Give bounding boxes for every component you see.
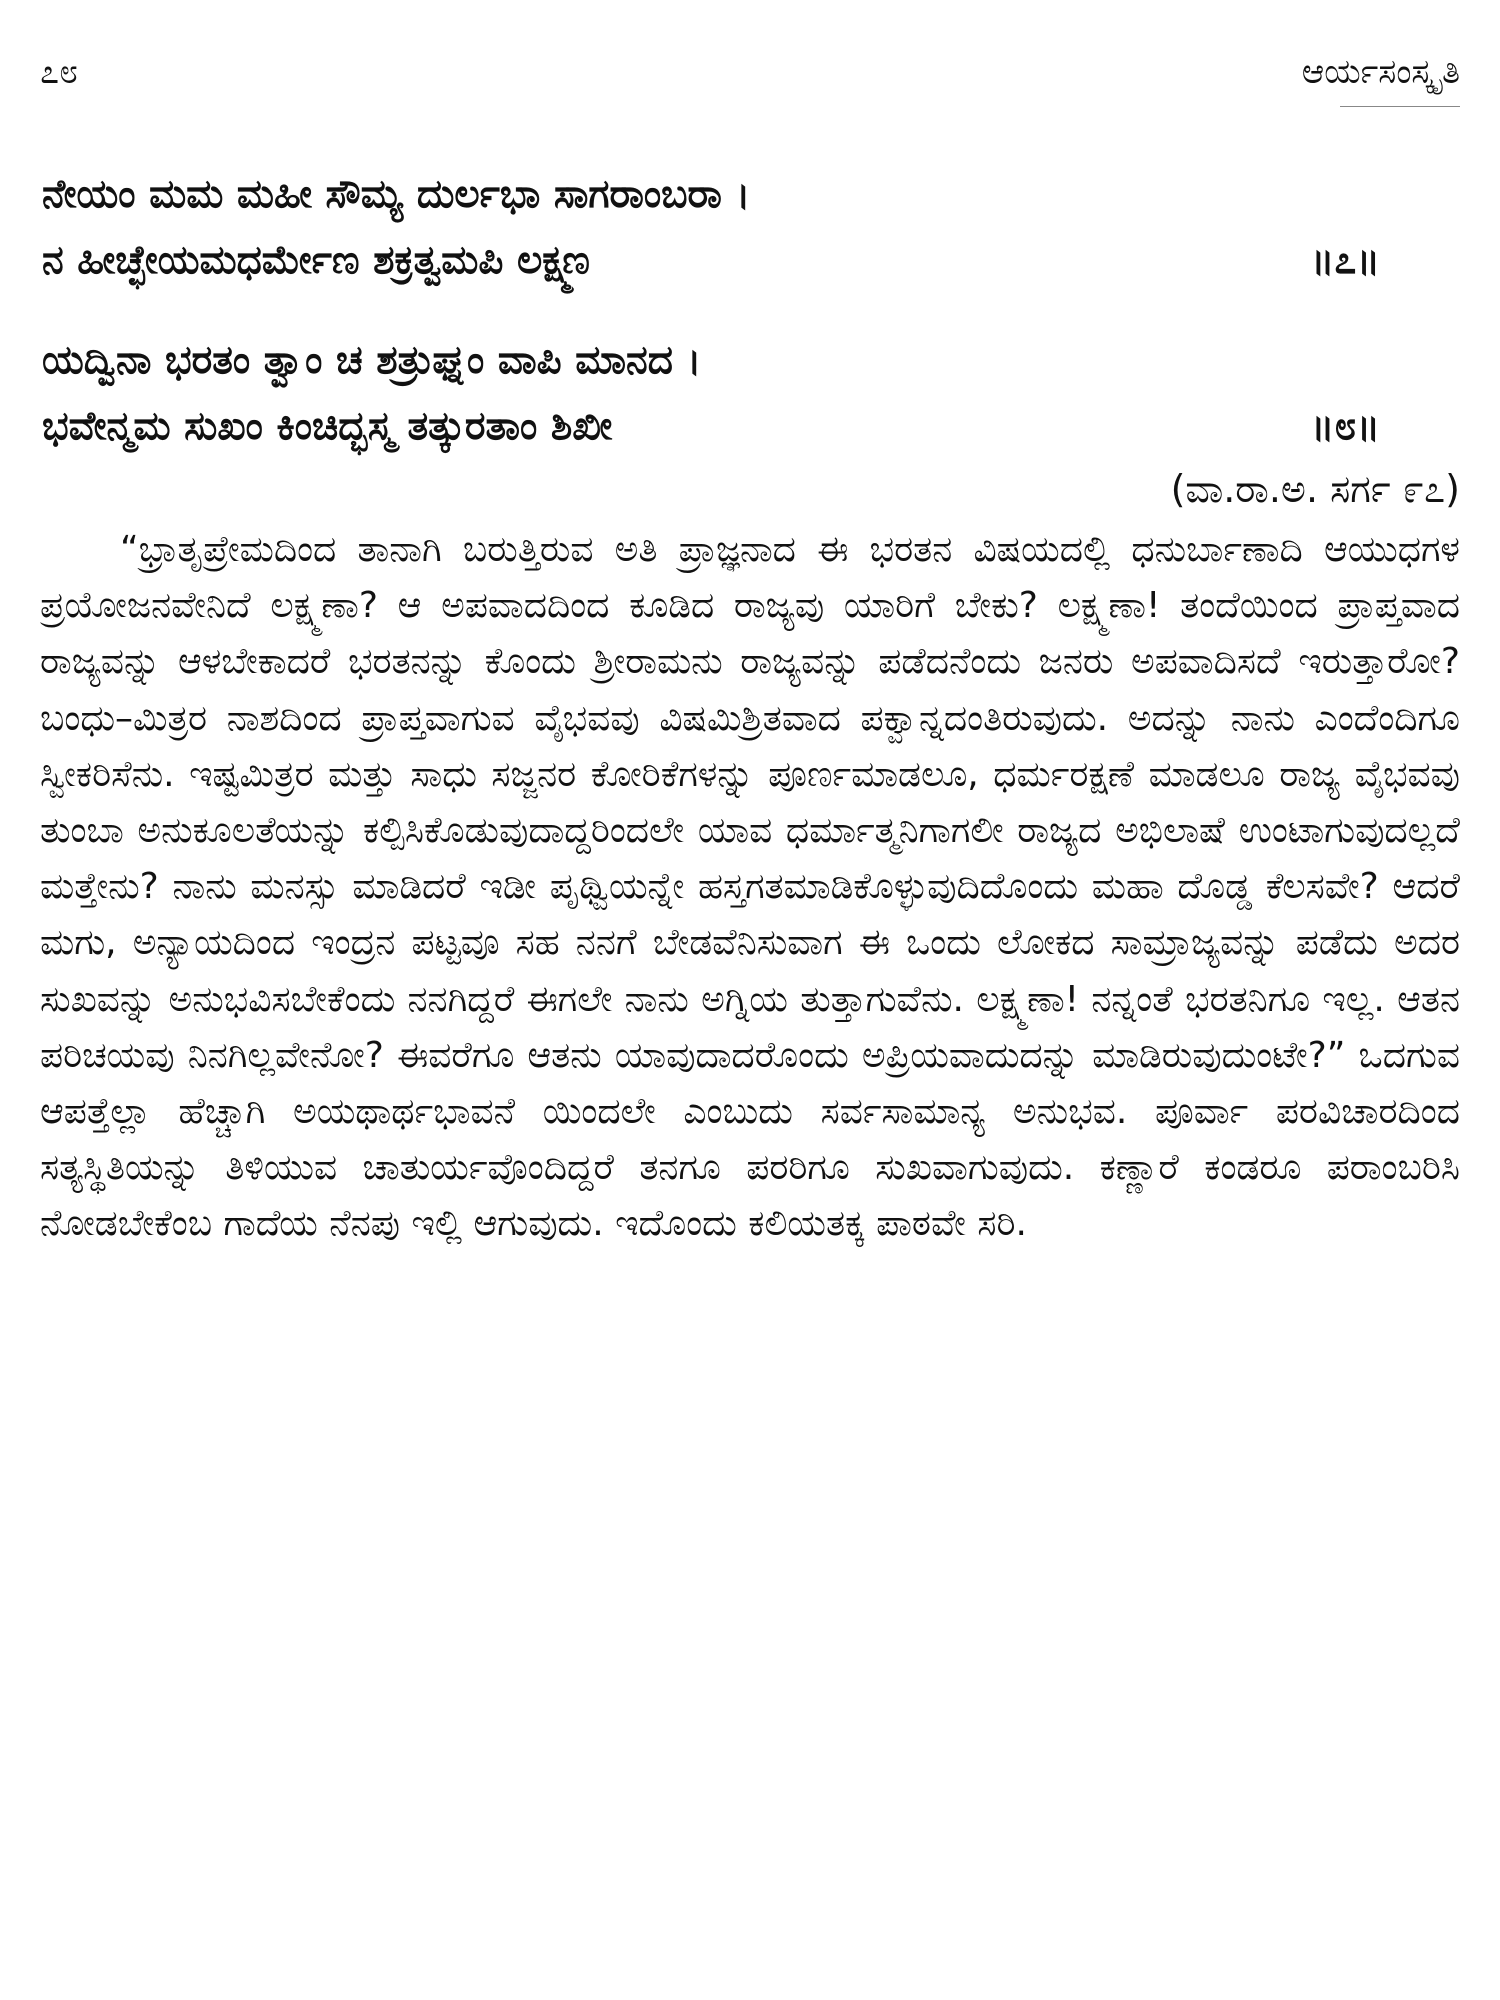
verse-line: [40, 228, 1460, 294]
verse-line: [40, 162, 1460, 228]
sanskrit-verses: [40, 162, 1460, 460]
page-header: [40, 30, 1460, 100]
verse-text: ನೇಯಂ ಮಮ ಮಹೀ ಸೌಮ್ಯ ದುರ್ಲಭಾ ಸಾಗರಾಂಬರಾ ।: [42, 172, 751, 217]
verse-text: ಭವೇನ್ಮಮ ಸುಖಂ ಕಿಂಚಿದ್ಭಸ್ಮ ತತ್ಕುರತಾಂ ಶಿಖೀ: [42, 404, 613, 449]
verse-line: [40, 394, 1460, 460]
body-paragraph: “ಭ್ರಾತೃಪ್ರೇಮದಿಂದ ತಾನಾಗಿ ಬರುತ್ತಿರುವ ಅತಿ ಪ್ರಾಜ್ಞನಾದ ಈ ಭರತನ ವಿಷಯದಲ್ಲಿ ಧನುರ್ಬಾಣಾದಿ ಆಯುಧಗಳ ಪ್ರಯೋಜನವೇನಿದೆ ಲಕ್ಷ್ಮಣಾ? ಆ ಅಪವಾದದಿಂದ ಕೂಡಿದ ರಾಜ್ಯವು ಯಾರಿಗೆ ಬೇಕು? ಲಕ್ಷ್ಮಣಾ! ತಂದೆಯಿಂದ ಪ್ರಾಪ್ತವಾದ ರಾಜ್ಯವನ್ನು ಆಳಬೇಕಾದರೆ ಭರತನನ್ನು ಕೊಂದು ಶ್ರೀರಾಮನು ರಾಜ್ಯವನ್ನು ಪಡೆದನೆಂದು ಜನರು ಅಪವಾದಿಸದೆ ಇರುತ್ತಾರೋ? ಬಂಧು–ಮಿತ್ರರ ನಾಶದಿಂದ ಪ್ರಾಪ್ತವಾಗುವ ವೈಭವವು ವಿಷಮಿಶ್ರಿತವಾದ ಪಕ್ವಾನ್ನದಂತಿರುವುದು. ಅದನ್ನು ನಾನು ಎಂದೆಂದಿಗೂ ಸ್ವೀಕರಿಸೆನು. ಇಷ್ಟಮಿತ್ರರ ಮತ್ತು ಸಾಧು ಸಜ್ಜನರ ಕೋರಿಕೆಗಳನ್ನು ಪೂರ್ಣಮಾಡಲೂ, ಧರ್ಮರಕ್ಷಣೆ ಮಾಡಲೂ ರಾಜ್ಯ ವೈಭವವು ತುಂಬಾ ಅನುಕೂಲತೆಯನ್ನು ಕಲ್ಪಿಸಿಕೊಡುವುದಾದ್ದರಿಂದಲೇ ಯಾವ ಧರ್ಮಾತ್ಮನಿಗಾಗಲೀ ರಾಜ್ಯದ ಅಭಿಲಾಷೆ ಉಂಟಾಗುವುದಲ್ಲದೆ ಮತ್ತೇನು? ನಾನು ಮನಸ್ಸು ಮಾಡಿದರೆ ಇಡೀ ಪೃಥ್ವಿಯನ್ನೇ ಹಸ್ತಗತಮಾಡಿಕೊಳ್ಳುವುದಿದೊಂದು ಮಹಾ ದೊಡ್ಡ ಕೆಲಸವೇ? ಆದರೆ ಮಗು, ಅನ್ಯಾಯದಿಂದ ಇಂದ್ರನ ಪಟ್ಟವೂ ಸಹ ನನಗೆ ಬೇಡವೆನಿಸುವಾಗ ಈ ಒಂದು ಲೋಕದ ಸಾಮ್ರಾಜ್ಯವನ್ನು ಪಡೆದು ಅದರ ಸುಖವನ್ನು ಅನುಭವಿಸಬೇಕೆಂದು ನನಗಿದ್ದರೆ ಈಗಲೇ ನಾನು ಅಗ್ನಿಯ ತುತ್ತಾಗುವೆನು. ಲಕ್ಷ್ಮಣಾ! ನನ್ನಂತೆ ಭರತನಿಗೂ ಇಲ್ಲ. ಆತನ ಪರಿಚಯವು ನಿನಗಿಲ್ಲವೇನೋ? ಈವರೆಗೂ ಆತನು ಯಾವುದಾದರೊಂದು ಅಪ್ರಿಯವಾದುದನ್ನು ಮಾಡಿರುವುದುಂಟೇ?” ಒದಗುವ ಆಪತ್ತೆಲ್ಲಾ ಹೆಚ್ಚಾಗಿ ಅಯಥಾರ್ಥಭಾವನೆ ಯಿಂದಲೇ ಎಂಬುದು ಸರ್ವಸಾಮಾನ್ಯ ಅನುಭವ. ಪೂರ್ವಾ ಪರವಿಚಾರದಿಂದ ಸತ್ಯಸ್ಥಿತಿಯನ್ನು ತಿಳಿಯುವ ಚಾತುರ್ಯವೊಂದಿದ್ದರೆ ತನಗೂ ಪರರಿಗೂ ಸುಖವಾಗುವುದು. ಕಣ್ಣಾರೆ ಕಂಡರೂ ಪರಾಂಬರಿಸಿ ನೋಡಬೇಕೆಂಬ ಗಾದೆಯ ನೆನಪು ಇಲ್ಲಿ ಆಗುವುದು. ಇದೊಂದು ಕಲಿಯತಕ್ಕ ಪಾಠವೇ ಸರಿ.: [40, 529, 1460, 1245]
page-number: ೭೮: [40, 52, 79, 92]
verse-citation: (ವಾ.ರಾ.ಅ. ಸರ್ಗ ೯೭): [1170, 467, 1460, 511]
running-title: ಆರ್ಯಸಂಸ್ಕೃತಿ: [1301, 52, 1460, 92]
verse: [40, 328, 1460, 460]
book-page: [40, 30, 1460, 1970]
verse: [40, 162, 1460, 294]
verse-number: ॥೮॥: [1310, 404, 1380, 449]
verse-line: [40, 328, 1460, 394]
header-divider: [1340, 106, 1460, 107]
verse-text: ನ ಹೀಚ್ಛೇಯಮಧರ್ಮೇಣ ಶಕ್ರತ್ವಮಪಿ ಲಕ್ಷ್ಮಣ: [42, 238, 590, 283]
verse-text: ಯದ್ವಿನಾ ಭರತಂ ತ್ವಾಂ ಚ ಶತ್ರುಘ್ನಂ ವಾಪಿ ಮಾನದ ।: [42, 338, 702, 383]
verse-number: ॥೭॥: [1310, 238, 1380, 283]
